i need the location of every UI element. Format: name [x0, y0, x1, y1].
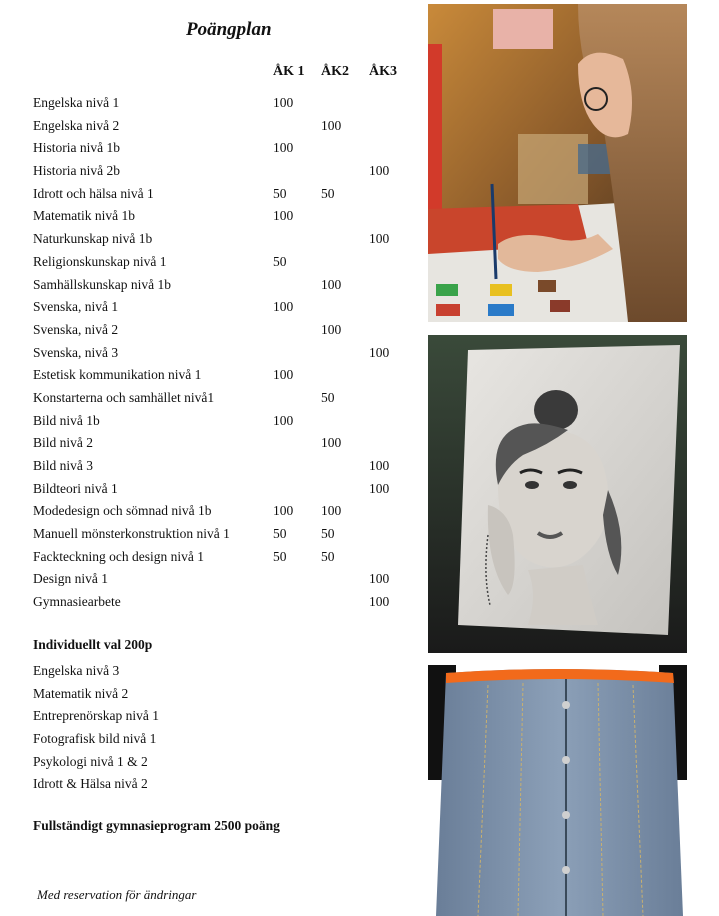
course-table [33, 92, 413, 614]
elective-heading: Individuellt val 200p [33, 637, 153, 652]
course-row [33, 342, 413, 365]
elective-item: Fotografisk bild nivå 1 [33, 731, 157, 747]
points-ak1: 100 [273, 503, 294, 519]
points-ak1: 100 [273, 299, 294, 315]
course-subject: Bild nivå 1b [33, 412, 100, 428]
denim-corset-photo [428, 665, 687, 916]
total-points: Fullständigt gymnasieprogram 2500 poäng [33, 818, 280, 833]
course-row [33, 92, 413, 115]
course-row [33, 591, 413, 614]
course-row [33, 319, 413, 342]
points-ak2: 100 [321, 117, 342, 133]
course-row [33, 455, 413, 478]
points-ak3: 100 [369, 458, 390, 473]
course-subject: Svenska, nivå 3 [33, 344, 119, 360]
course-row [33, 364, 413, 387]
course-subject: Svenska, nivå 2 [33, 321, 119, 337]
course-row [33, 115, 413, 138]
course-row [33, 387, 413, 410]
course-subject: Konstarterna och samhället nivå1 [33, 389, 215, 405]
points-ak1: 100 [273, 140, 294, 156]
points-ak1: 100 [273, 95, 294, 110]
course-row [33, 137, 413, 160]
course-row [33, 478, 413, 501]
points-ak1: 50 [273, 185, 287, 201]
points-ak1: 100 [273, 367, 294, 383]
course-subject: Religionskunskap nivå 1 [33, 253, 167, 269]
course-subject: Bild nivå 2 [33, 435, 93, 451]
points-ak2: 50 [321, 389, 335, 405]
course-subject: Design nivå 1 [33, 571, 108, 587]
points-ak1: 50 [273, 526, 287, 542]
points-ak1: 100 [273, 208, 294, 224]
points-ak3: 100 [369, 344, 390, 360]
pencil-portrait-drawing-photo [428, 335, 687, 653]
course-subject: Samhällskunskap nivå 1b [33, 276, 171, 292]
course-subject: Historia nivå 1b [33, 140, 120, 156]
course-subject: Modedesign och sömnad nivå 1b [33, 503, 212, 519]
painting-student-photo [428, 4, 687, 322]
column-header-ak2: ÅK2 [321, 64, 349, 79]
points-ak2: 50 [321, 526, 335, 542]
elective-item: Psykologi nivå 1 & 2 [33, 753, 148, 769]
course-subject: Engelska nivå 2 [33, 117, 120, 133]
course-subject: Historia nivå 2b [33, 163, 120, 179]
elective-item: Entreprenörskap nivå 1 [33, 708, 159, 724]
reservation-note: Med reservation för ändringar [37, 887, 197, 902]
points-ak2: 50 [321, 185, 335, 201]
points-ak1: 50 [273, 253, 287, 269]
course-subject: Estetisk kommunikation nivå 1 [33, 367, 202, 383]
elective-item: Idrott & Hälsa nivå 2 [33, 776, 148, 792]
points-ak3: 100 [369, 480, 390, 496]
course-row [33, 183, 413, 206]
course-subject: Matematik nivå 1b [33, 208, 135, 224]
course-subject: Gymnasiearbete [33, 594, 121, 610]
points-ak3: 100 [369, 571, 390, 587]
points-ak2: 100 [321, 321, 342, 337]
elective-item: Matematik nivå 2 [33, 685, 129, 701]
course-subject: Naturkunskap nivå 1b [33, 231, 153, 247]
points-ak3: 100 [369, 594, 390, 610]
course-subject: Manuell mönsterkonstruktion nivå 1 [33, 526, 230, 542]
course-row [33, 568, 413, 591]
points-ak2: 50 [321, 548, 335, 564]
course-row [33, 160, 413, 183]
points-ak2: 100 [321, 435, 342, 451]
course-row [33, 546, 413, 569]
course-subject: Bild nivå 3 [33, 458, 93, 473]
points-ak1: 50 [273, 548, 287, 564]
course-row [33, 205, 413, 228]
course-row [33, 228, 413, 251]
course-subject: Fackteckning och design nivå 1 [33, 548, 204, 564]
points-ak2: 100 [321, 276, 342, 292]
elective-item: Engelska nivå 3 [33, 663, 120, 678]
points-ak3: 100 [369, 163, 390, 179]
points-ak2: 100 [321, 503, 342, 519]
course-row [33, 296, 413, 319]
elective-list [33, 660, 159, 796]
course-row [33, 432, 413, 455]
course-subject: Engelska nivå 1 [33, 95, 120, 110]
course-subject: Bildteori nivå 1 [33, 480, 118, 496]
course-row [33, 410, 413, 433]
course-row [33, 251, 413, 274]
points-ak1: 100 [273, 412, 294, 428]
page-title: Poängplan [186, 19, 272, 40]
course-subject: Svenska, nivå 1 [33, 299, 119, 315]
column-header-ak1: ÅK 1 [273, 64, 305, 79]
course-row [33, 274, 413, 297]
column-header-ak3: ÅK3 [369, 64, 397, 79]
course-subject: Idrott och hälsa nivå 1 [33, 185, 154, 201]
points-ak3: 100 [369, 231, 390, 247]
course-row [33, 523, 413, 546]
course-row [33, 500, 413, 523]
